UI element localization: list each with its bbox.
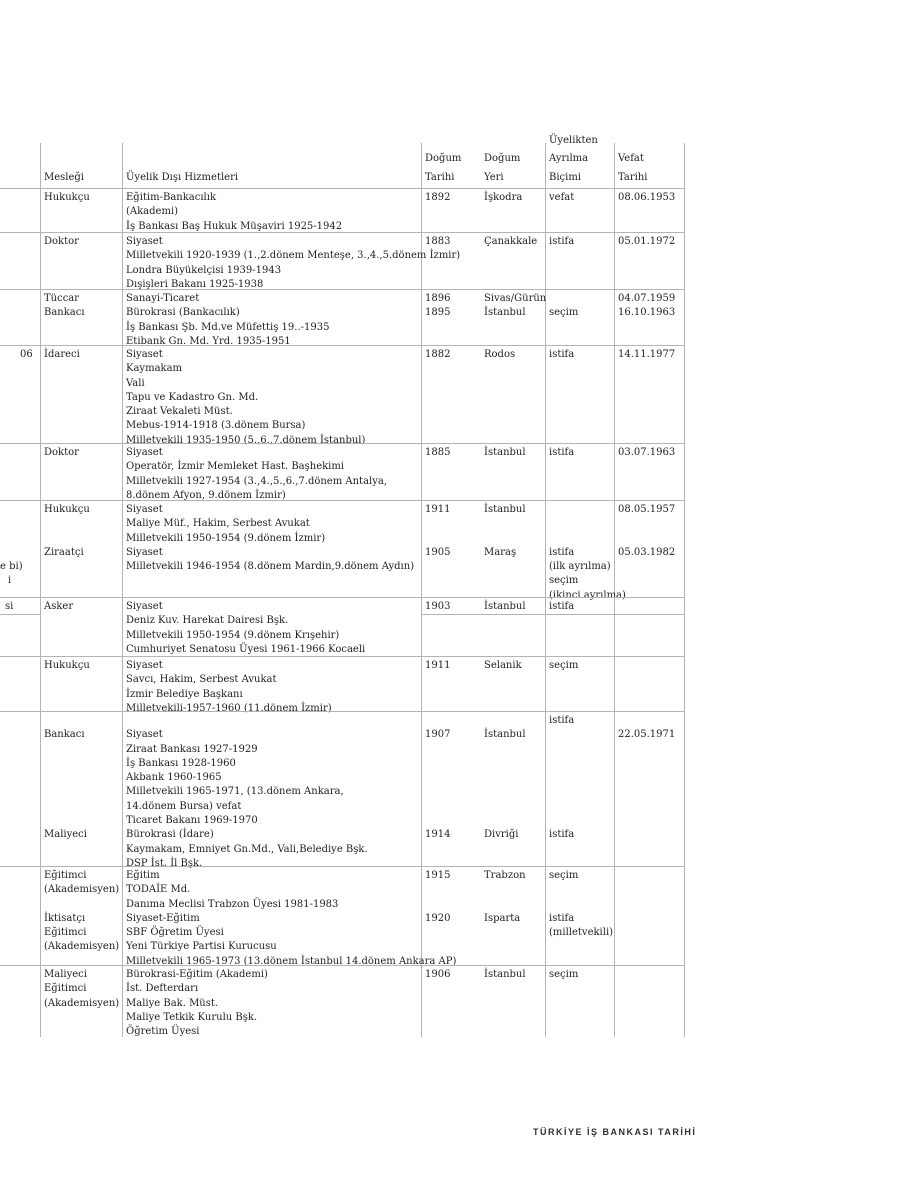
cell-line: Öğretim Üyesi xyxy=(126,1026,200,1038)
cell-line xyxy=(0,532,40,546)
table-row xyxy=(0,866,685,965)
cell-line: İşkodra xyxy=(484,192,523,203)
cell-line: istifa xyxy=(549,912,575,924)
cell-line: Mebus-1914-1918 (3.dönem Bursa) xyxy=(126,420,306,432)
cell-line: Akbank 1960-1965 xyxy=(126,772,222,784)
cell-line: Milletvekili-1957-1960 (11.dönem İzmir) xyxy=(126,702,332,714)
cell-hizmet xyxy=(122,132,425,188)
cell-line: Eğitimci xyxy=(44,870,87,881)
cell-line: İktisatçı xyxy=(44,912,86,924)
cell-line: Deniz Kuv. Harekat Dairesi Bşk. xyxy=(126,615,289,627)
cell-line: Doğum xyxy=(425,153,462,164)
cell-line: 1885 xyxy=(425,447,451,458)
cell-line xyxy=(44,714,126,728)
cell-dyeri xyxy=(484,659,545,673)
cell-line xyxy=(484,800,545,814)
cell-line: (ilk ayrılma) xyxy=(549,561,611,573)
cell-line: seçim xyxy=(549,870,579,881)
cell-line: Eğitimci xyxy=(44,983,87,995)
cell-line xyxy=(126,150,425,169)
cell-line xyxy=(425,517,488,531)
cell-dyeri xyxy=(484,191,545,205)
cell-dtarihi xyxy=(421,659,488,673)
cell-line xyxy=(549,785,618,799)
cell-line: seçim xyxy=(549,307,579,319)
cell-line: İş Bankası Baş Hukuk Müşaviri 1925-1942 xyxy=(126,220,343,232)
cell-line xyxy=(484,785,545,799)
cell-line: Maliye Müf., Hakim, Serbest Avukat xyxy=(126,518,310,530)
cell-meslek xyxy=(40,132,126,188)
cell-name xyxy=(0,600,40,614)
cell-line xyxy=(425,743,488,757)
cell-name xyxy=(0,503,40,589)
cell-line: Londra Büyükelçisi 1939-1943 xyxy=(126,264,282,276)
cell-line: 05.03.1982 xyxy=(618,546,676,558)
cell-line: Selanik xyxy=(484,660,522,671)
cell-line: (Akademisyen) xyxy=(44,884,120,896)
cell-line: Operatör, İzmir Memleket Hast. Başhekimi xyxy=(126,461,345,473)
table-partial-rule xyxy=(0,614,40,615)
cell-line: Siyaset-Eğitim xyxy=(126,912,200,924)
cell-line: Ticaret Bakanı 1969-1970 xyxy=(126,815,258,827)
cell-line: Savcı, Hakim, Serbest Avukat xyxy=(126,674,277,686)
cell-line xyxy=(0,546,40,560)
cell-line xyxy=(549,517,618,531)
cell-dyeri xyxy=(484,503,545,560)
cell-line xyxy=(484,771,545,785)
cell-line: 1895 xyxy=(425,307,451,319)
cell-line: Milletvekili 1965-1971, (13.dönem Ankara, xyxy=(126,786,344,798)
cell-line: istifa xyxy=(549,447,575,458)
table-row xyxy=(0,443,685,500)
cell-dtarihi xyxy=(421,968,488,982)
cell-line: Maliyeci xyxy=(44,969,87,980)
cell-line: Divriği xyxy=(484,829,519,841)
cell-name xyxy=(0,348,40,362)
cell-hizmet xyxy=(122,659,425,716)
cell-meslek xyxy=(40,600,126,614)
cell-line: TODAİE Md. xyxy=(126,884,191,896)
cell-line: Bürokrasi-Eğitim (Akademi) xyxy=(126,969,268,980)
cell-ayrilma xyxy=(545,714,618,843)
cell-line xyxy=(44,132,126,151)
cell-line xyxy=(44,743,126,757)
cell-line xyxy=(425,785,488,799)
cell-line: 1911 xyxy=(425,504,451,515)
cell-line: Hukukçu xyxy=(44,660,90,671)
cell-line: Bankacı xyxy=(44,729,85,741)
cell-line xyxy=(618,714,688,728)
cell-line: İzmir Belediye Başkanı xyxy=(126,688,243,700)
cell-vefat xyxy=(614,348,688,362)
cell-dtarihi xyxy=(421,714,488,843)
cell-line: Mesleği xyxy=(44,171,85,183)
cell-line: 14.dönem Bursa) vefat xyxy=(126,800,242,812)
cell-line: 8.dönem Afyon, 9.dönem İzmir) xyxy=(126,489,286,501)
cell-line xyxy=(549,728,618,742)
cell-vefat xyxy=(614,446,688,460)
table-row xyxy=(0,597,685,656)
cell-line: Trabzon xyxy=(484,870,526,881)
footer-title: TÜRKİYE İŞ BANKASI TARİHİ xyxy=(533,1127,697,1137)
cell-line: 1905 xyxy=(425,546,451,558)
cell-line: (Akademisyen) xyxy=(44,997,120,1009)
cell-line xyxy=(425,132,488,151)
cell-line xyxy=(484,757,545,771)
cell-line: Siyaset xyxy=(126,601,163,612)
cell-line: 1883 xyxy=(425,236,451,247)
cell-line: Siyaset xyxy=(126,504,163,515)
cell-ayrilma xyxy=(545,968,618,982)
cell-line xyxy=(44,757,126,771)
cell-line: vefat xyxy=(549,192,575,203)
cell-vefat xyxy=(614,235,688,249)
cell-line: Siyaset xyxy=(126,236,163,247)
cell-line: e bi) xyxy=(0,561,23,573)
cell-line xyxy=(484,898,545,912)
cell-line xyxy=(549,503,618,517)
cell-line: İş Bankası Şb. Md.ve Müfettiş 19..-1935 xyxy=(126,321,330,333)
cell-line: Biçimi xyxy=(549,171,582,183)
cell-line xyxy=(44,785,126,799)
cell-line: Hukukçu xyxy=(44,504,90,515)
cell-line: Milletvekili 1965-1973 (13.dönem İstanbul 14.dönem Ankara AP) xyxy=(126,955,457,967)
cell-ayrilma xyxy=(545,503,626,603)
cell-line xyxy=(44,150,126,169)
cell-line: Siyaset xyxy=(126,349,163,360)
cell-line xyxy=(549,883,618,897)
cell-line: Etibank Gn. Md. Yrd. 1935-1951 xyxy=(126,335,291,347)
cell-line: 1896 xyxy=(425,293,451,304)
cell-hizmet xyxy=(122,600,425,657)
cell-line xyxy=(425,714,488,728)
cell-line: Eğitim-Bankacılık xyxy=(126,192,217,203)
cell-meslek xyxy=(40,292,126,321)
cell-line: Siyaset xyxy=(126,729,163,741)
cell-line: 1903 xyxy=(425,601,451,612)
cell-line xyxy=(44,898,126,912)
cell-line: Tarihi xyxy=(425,171,455,183)
cell-line: İstanbul xyxy=(484,729,526,741)
cell-line xyxy=(549,757,618,771)
cell-line: 1892 xyxy=(425,192,451,203)
table-row xyxy=(0,232,685,289)
cell-line xyxy=(425,898,488,912)
cell-line: 08.05.1957 xyxy=(618,504,676,515)
table-row xyxy=(0,711,685,869)
cell-line: (ikinci ayrılma) xyxy=(549,589,626,601)
cell-line xyxy=(44,532,126,546)
cell-line: Vali xyxy=(126,377,145,389)
cell-line: İstanbul xyxy=(484,601,526,612)
cell-meslek xyxy=(40,235,126,249)
cell-line xyxy=(549,532,618,546)
cell-hizmet xyxy=(122,503,425,574)
cell-dyeri xyxy=(484,600,545,614)
cell-line xyxy=(44,800,126,814)
cell-line: Ziraatçi xyxy=(44,546,84,558)
cell-line: Tarihi xyxy=(618,171,648,183)
cell-line xyxy=(425,771,488,785)
cell-line: İstanbul xyxy=(484,969,526,980)
cell-line xyxy=(618,532,688,546)
cell-line: Asker xyxy=(44,601,74,612)
cell-line xyxy=(549,771,618,785)
cell-hizmet xyxy=(122,348,425,448)
cell-line: 1911 xyxy=(425,660,451,671)
cell-ayrilma xyxy=(545,132,618,188)
cell-dtarihi xyxy=(421,292,488,321)
cell-line: Çanakkale xyxy=(484,236,538,247)
cell-line: Eğitim xyxy=(126,870,160,881)
cell-line: Doğum xyxy=(484,153,521,164)
cell-line: Üyelik Dışı Hizmetleri xyxy=(126,171,239,183)
cell-line: 1882 xyxy=(425,349,451,360)
cell-line: 1915 xyxy=(425,870,451,881)
cell-line: Tüccar xyxy=(44,293,80,304)
cell-line: (Akademi) xyxy=(126,206,179,218)
cell-line: Sanayi-Ticaret xyxy=(126,293,200,304)
cell-line: Ziraat Vekaleti Müst. xyxy=(126,406,233,418)
cell-line xyxy=(0,517,40,531)
cell-line: İstanbul xyxy=(484,504,526,515)
cell-line: seçim xyxy=(549,969,579,980)
cell-line: (Akademisyen) xyxy=(44,941,120,953)
cell-line: Kaymakam, Emniyet Gn.Md., Vali,Belediye Bşk. xyxy=(126,843,368,855)
cell-line: 22.05.1971 xyxy=(618,729,676,741)
cell-dyeri xyxy=(484,132,545,188)
cell-dtarihi xyxy=(421,235,488,249)
cell-line: seçim xyxy=(549,660,579,671)
cell-line: İdareci xyxy=(44,349,80,360)
cell-line: i xyxy=(8,575,12,587)
cell-line: Doktor xyxy=(44,447,79,458)
cell-vefat xyxy=(614,503,688,560)
cell-line: Siyaset xyxy=(126,546,163,558)
cell-line: seçim xyxy=(549,575,579,587)
cell-line: Doktor xyxy=(44,236,79,247)
cell-line: 14.11.1977 xyxy=(618,349,676,360)
cell-line: Maliyeci xyxy=(44,829,87,841)
cell-line xyxy=(484,883,545,897)
cell-line: istifa xyxy=(549,601,575,612)
cell-meslek xyxy=(40,968,126,1011)
table-row xyxy=(0,289,685,345)
cell-meslek xyxy=(40,191,126,205)
cell-line: Milletvekili 1927-1954 (3.,4.,5.,6.,7.dönem Antalya, xyxy=(126,475,388,487)
cell-hizmet xyxy=(122,292,425,349)
cell-line xyxy=(44,814,126,828)
cell-line xyxy=(484,132,545,151)
cell-line: Yeri xyxy=(484,171,504,183)
cell-dyeri xyxy=(484,869,545,926)
cell-line: Maraş xyxy=(484,546,517,558)
cell-line xyxy=(425,757,488,771)
cell-line: İst. Defterdarı xyxy=(126,983,199,995)
cell-line: istifa xyxy=(549,829,575,841)
cell-line xyxy=(425,532,488,546)
members-table-body xyxy=(0,188,685,1037)
cell-line xyxy=(549,743,618,757)
cell-hizmet xyxy=(122,714,425,871)
cell-line xyxy=(618,517,688,531)
cell-line: 08.06.1953 xyxy=(618,192,676,203)
cell-line: İstanbul xyxy=(484,307,526,319)
table-row xyxy=(0,345,685,446)
cell-meslek xyxy=(40,348,126,362)
cell-line: istifa xyxy=(549,236,575,247)
cell-line: 1920 xyxy=(425,912,451,924)
cell-line xyxy=(484,743,545,757)
cell-dyeri xyxy=(484,235,545,249)
cell-line xyxy=(425,883,488,897)
cell-line xyxy=(549,800,618,814)
cell-meslek xyxy=(40,503,126,560)
cell-ayrilma xyxy=(545,446,618,460)
cell-line xyxy=(549,292,618,306)
table-row xyxy=(0,188,685,232)
cell-line: Siyaset xyxy=(126,660,163,671)
cell-line: 1914 xyxy=(425,829,451,841)
cell-line: (milletvekili) xyxy=(549,927,614,939)
cell-ayrilma xyxy=(545,600,618,614)
table-partial-rule xyxy=(421,614,684,615)
cell-line: istifa xyxy=(549,349,575,360)
cell-line xyxy=(44,517,126,531)
cell-dtarihi xyxy=(421,869,488,926)
cell-ayrilma xyxy=(545,191,618,205)
cell-hizmet xyxy=(122,968,425,1039)
cell-line: Hukukçu xyxy=(44,192,90,203)
cell-vefat xyxy=(614,191,688,205)
cell-hizmet xyxy=(122,446,425,503)
cell-line: Milletvekili 1946-1954 (8.dönem Mardin,9.dönem Aydın) xyxy=(126,561,415,573)
table-row xyxy=(0,965,685,1037)
cell-dyeri xyxy=(484,968,545,982)
cell-line: Maliye Bak. Müst. xyxy=(126,997,219,1009)
cell-dyeri xyxy=(484,446,545,460)
cell-line: Eğitimci xyxy=(44,927,87,939)
cell-line: Isparta xyxy=(484,912,521,924)
cell-line xyxy=(425,800,488,814)
cell-hizmet xyxy=(122,191,425,234)
cell-line xyxy=(484,814,545,828)
cell-line xyxy=(549,814,618,828)
cell-line xyxy=(484,532,545,546)
cell-vefat xyxy=(614,714,688,743)
cell-line: Sivas/Gürün xyxy=(484,293,547,304)
cell-line: Milletvekili 1950-1954 (9.dönem İzmir) xyxy=(126,532,326,544)
cell-dyeri xyxy=(484,348,545,362)
cell-line xyxy=(549,898,618,912)
cell-line: Vefat xyxy=(618,153,644,164)
cell-dtarihi xyxy=(421,348,488,362)
cell-line: Tapu ve Kadastro Gn. Md. xyxy=(126,391,259,403)
cell-line xyxy=(44,771,126,785)
cell-line: 1907 xyxy=(425,729,451,741)
cell-line xyxy=(618,132,688,151)
cell-line xyxy=(0,503,40,517)
cell-meslek xyxy=(40,714,126,843)
cell-dtarihi xyxy=(421,191,488,205)
table-row xyxy=(0,656,685,714)
cell-line xyxy=(425,814,488,828)
cell-line: Ziraat Bankası 1927-1929 xyxy=(126,743,258,755)
cell-line: Cumhuriyet Senatosu Üyesi 1961-1966 Kocaeli xyxy=(126,643,366,655)
cell-line xyxy=(126,132,425,151)
cell-line: Dışişleri Bakanı 1925-1938 xyxy=(126,278,264,290)
cell-line: istifa xyxy=(549,715,575,726)
cell-dtarihi xyxy=(421,446,488,460)
cell-line: İstanbul xyxy=(484,447,526,458)
cell-line: 05.01.1972 xyxy=(618,236,676,247)
cell-line: 1906 xyxy=(425,969,451,980)
cell-ayrilma xyxy=(545,348,618,362)
cell-line: 03.07.1963 xyxy=(618,447,676,458)
cell-line: Danıma Meclisi Trabzon Üyesi 1981-1983 xyxy=(126,898,339,910)
cell-line: Bankacı xyxy=(44,307,85,319)
cell-line: Üyelikten xyxy=(549,134,598,146)
cell-line: Rodos xyxy=(484,349,516,360)
cell-line: si xyxy=(5,601,14,612)
cell-line: Yeni Türkiye Partisi Kurucusu xyxy=(126,941,277,953)
cell-line: Bürokrasi (İdare) xyxy=(126,829,214,841)
cell-vefat xyxy=(614,292,688,321)
table-row xyxy=(0,500,685,601)
cell-line: Maliye Tetkik Kurulu Bşk. xyxy=(126,1011,258,1023)
cell-ayrilma xyxy=(545,292,618,321)
cell-line: istifa xyxy=(549,546,575,558)
cell-line: 06 xyxy=(20,349,33,360)
cell-dtarihi xyxy=(421,132,488,188)
cell-vefat xyxy=(614,132,688,188)
cell-line: Milletvekili 1950-1954 (9.dönem Krışehir) xyxy=(126,629,340,641)
cell-line: Kaymakam xyxy=(126,363,183,375)
cell-dtarihi xyxy=(421,600,488,614)
cell-dyeri xyxy=(484,714,545,843)
cell-line: SBF Öğretim Üyesi xyxy=(126,927,224,939)
cell-line xyxy=(126,714,425,728)
cell-meslek xyxy=(40,869,126,955)
cell-line: 16.10.1963 xyxy=(618,307,676,319)
cell-line xyxy=(484,517,545,531)
cell-line: Bürokrasi (Bankacılık) xyxy=(126,307,240,319)
cell-meslek xyxy=(40,446,126,460)
cell-ayrilma xyxy=(545,869,618,940)
cell-ayrilma xyxy=(545,235,618,249)
cell-line xyxy=(484,714,545,728)
cell-ayrilma xyxy=(545,659,618,673)
cell-line: Siyaset xyxy=(126,447,163,458)
cell-meslek xyxy=(40,659,126,673)
cell-line: DSP İst. İl Bşk. xyxy=(126,857,203,869)
cell-line: Milletvekili 1935-1950 (5.,6.,7.dönem İstanbul) xyxy=(126,434,366,446)
cell-line: Milletvekili 1920-1939 (1.,2.dönem Menteşe, 3.,4.,5.dönem İzmir) xyxy=(126,250,461,262)
cell-dyeri xyxy=(484,292,545,321)
cell-dtarihi xyxy=(421,503,488,560)
table-header xyxy=(0,134,685,188)
cell-line: Ayrılma xyxy=(549,153,589,164)
cell-line: İş Bankası 1928-1960 xyxy=(126,757,236,769)
cell-line: 04.07.1959 xyxy=(618,293,676,304)
